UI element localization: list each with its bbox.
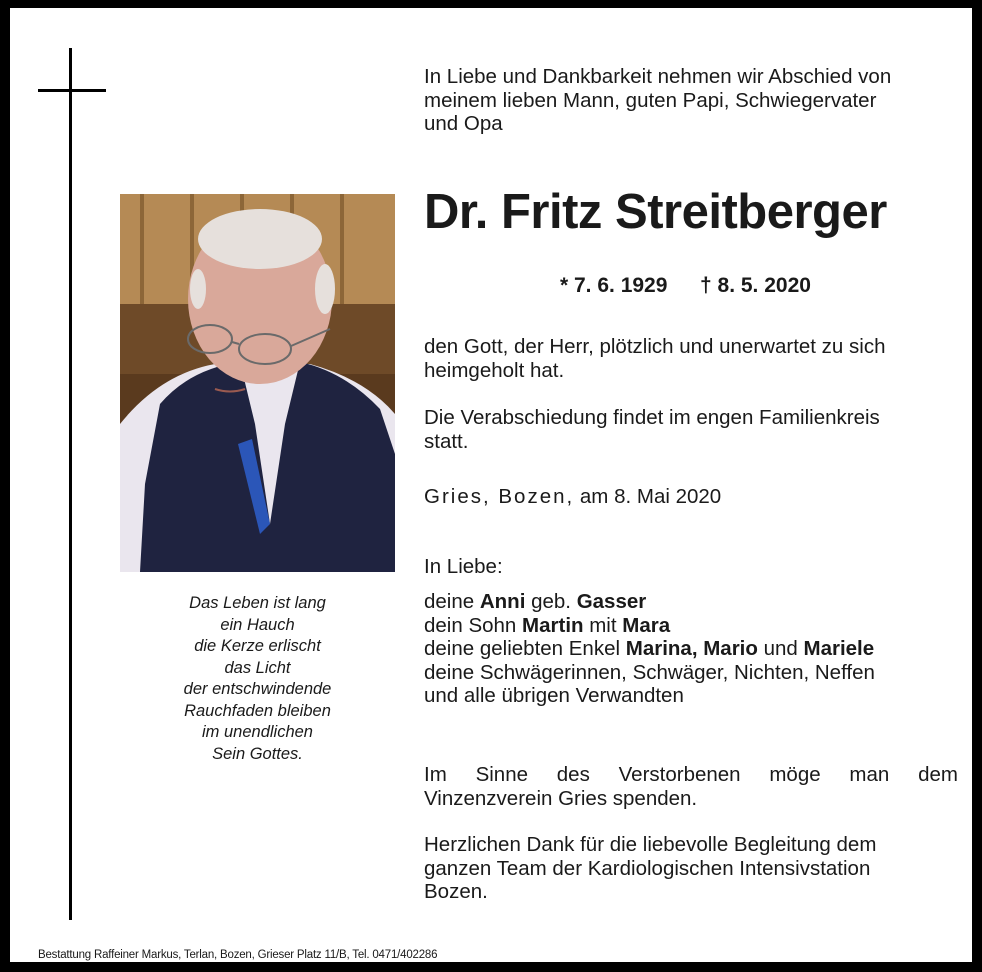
poem-line: die Kerze erlischt [194, 637, 321, 655]
intro-line: In Liebe und Dankbarkeit nehmen wir Abschied von [424, 65, 892, 88]
poem-line: Sein Gottes. [212, 744, 303, 763]
place-and-date [424, 485, 958, 509]
poem-line: im unendlichen [202, 723, 313, 741]
intro-line: meinem lieben Mann, guten Papi, Schwiegervater [424, 88, 877, 112]
paragraph-dank [424, 833, 958, 904]
obituary-page [10, 8, 972, 962]
portrait-photo [120, 194, 395, 572]
birth-date: * 7. 6. 1929 [560, 274, 668, 297]
text-line: Bozen. [424, 880, 488, 903]
place: Gries, Bozen, [424, 485, 575, 508]
text-line: den Gott, der Herr, plötzlich und unerwartet zu sich [424, 335, 886, 358]
text-line: statt. [424, 429, 469, 453]
paragraph-heimgeholt [424, 335, 958, 382]
poem-line: ein Hauch [220, 615, 295, 634]
family-line: deine geliebten Enkel Marina, Mario und Mariele [424, 637, 875, 660]
text-line: heimgeholt hat. [424, 358, 565, 382]
deceased-name: Dr. Fritz Streitberger [424, 185, 887, 239]
funeral-home-footer: Bestattung Raffeiner Markus, Terlan, Bozen, Grieser Platz 11/B, Tel. 0471/402286 [38, 949, 438, 961]
poem-line: Rauchfaden bleiben [184, 701, 331, 720]
poem [120, 593, 395, 765]
family-line: dein Sohn Martin mit Mara [424, 613, 671, 637]
cross-vertical [69, 48, 72, 920]
death-date: † 8. 5. 2020 [700, 274, 811, 297]
paragraph-verabschiedung [424, 406, 958, 453]
poem-line: der entschwindende [183, 680, 332, 698]
paragraph-spenden [424, 763, 958, 810]
in-liebe-heading: In Liebe: [424, 555, 503, 578]
intro-line: und Opa [424, 112, 503, 135]
cross-horizontal [38, 89, 106, 92]
poem-line: Das Leben ist lang [189, 594, 326, 612]
family-list [424, 590, 958, 708]
text-line: Vinzenzverein Gries spenden. [424, 786, 698, 810]
family-line: deine Schwägerinnen, Schwäger, Nichten, Neffen [424, 660, 875, 684]
text-line: Die Verabschiedung findet im engen Familienkreis [424, 406, 880, 429]
family-line: und alle übrigen Verwandten [424, 684, 684, 707]
text-line: ganzen Team der Kardiologischen Intensivstation [424, 856, 871, 880]
family-line: deine Anni geb. Gasser [424, 590, 647, 613]
intro-text [424, 65, 958, 136]
text-line: Im Sinne des Verstorbenen möge man dem [424, 763, 958, 786]
date: am 8. Mai 2020 [574, 485, 722, 508]
poem-line: das Licht [224, 658, 291, 677]
text-line: Herzlichen Dank für die liebevolle Begleitung dem [424, 833, 877, 856]
